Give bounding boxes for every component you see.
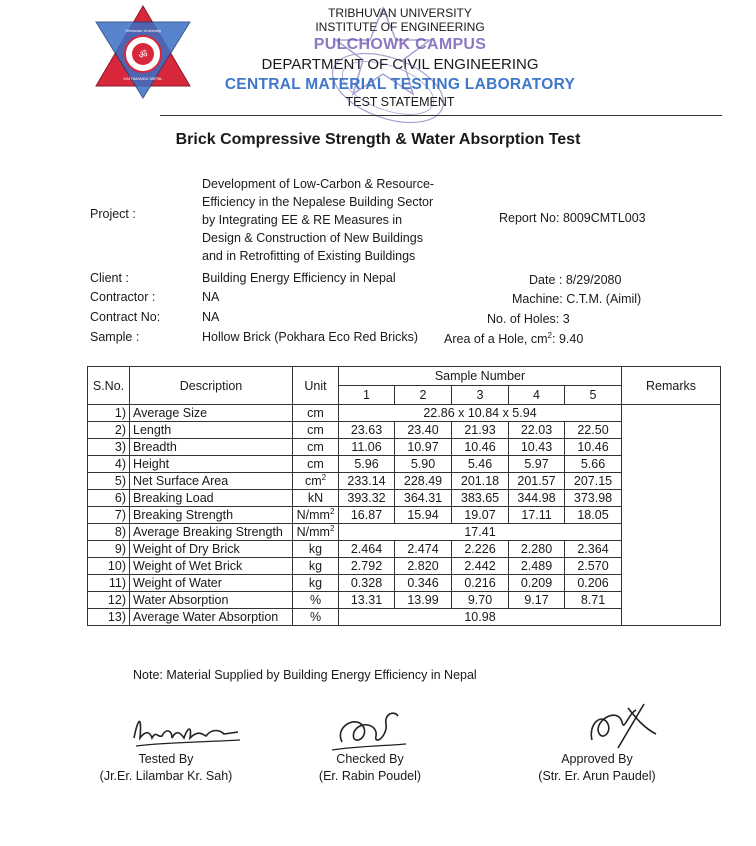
row-unit: [293, 558, 339, 575]
row-sno: 13): [88, 609, 130, 626]
row-sample-value: 5.46: [452, 456, 509, 473]
machine-label: Machine:: [512, 292, 563, 306]
material-note: Note: Material Supplied by Building Energy Efficiency in Nepal: [133, 668, 477, 682]
svg-text:ॐ: ॐ: [138, 50, 148, 61]
checked-by-name: (Er. Rabin Poudel): [318, 769, 422, 783]
row-sample-value: 10.46: [565, 439, 622, 456]
row-sno: 7): [88, 507, 130, 524]
unit-text: N/mm: [296, 508, 330, 523]
unit-text: cm: [307, 440, 324, 454]
contract-no-label: Contract No:: [90, 310, 161, 324]
row-sample-value: 10.97: [395, 439, 452, 456]
row-unit: [293, 609, 339, 626]
row-sno: 6): [88, 490, 130, 507]
header-remarks: Remarks: [622, 367, 721, 405]
project-label: Project :: [90, 207, 136, 221]
row-sample-value: 2.792: [339, 558, 395, 575]
row-remarks: [622, 405, 721, 626]
row-description: Height: [130, 456, 293, 473]
project-line: Design & Construction of New Buildings: [202, 231, 423, 245]
unit-text: kg: [308, 542, 323, 556]
row-sample-value: 0.346: [395, 575, 452, 592]
row-sno: 9): [88, 541, 130, 558]
row-sample-value: 0.206: [565, 575, 622, 592]
project-line: and in Retrofitting of Existing Buildings: [202, 249, 416, 263]
row-sample-value: 10.46: [452, 439, 509, 456]
row-description: Average Size: [130, 405, 293, 422]
header-rule: [160, 115, 722, 116]
row-unit: [293, 541, 339, 558]
sample-value: Hollow Brick (Pokhara Eco Red Bricks): [202, 330, 419, 344]
row-sample-value: 2.489: [509, 558, 565, 575]
header-sample-5: 5: [565, 386, 622, 405]
row-sample-value: 17.11: [509, 507, 565, 524]
row-description: Net Surface Area: [130, 473, 293, 490]
header-sample-1: 1: [339, 386, 395, 405]
row-sample-value: 15.94: [395, 507, 452, 524]
row-sample-value: 2.280: [509, 541, 565, 558]
approved-by-name: (Str. Er. Arun Paudel): [538, 769, 656, 783]
row-sno: 5): [88, 473, 130, 490]
row-unit: [293, 439, 339, 456]
institute-name: INSTITUTE OF ENGINEERING: [315, 20, 485, 34]
contractor-label: Contractor :: [90, 290, 156, 304]
row-sample-value: 5.66: [565, 456, 622, 473]
report-number-value: 8009CMTL003: [562, 211, 646, 225]
university-name: TRIBHUVAN UNIVERSITY: [328, 6, 472, 20]
results-table-body: [88, 405, 721, 626]
unit-text: %: [309, 593, 322, 607]
project-line: by Integrating EE & RE Measures in: [202, 213, 403, 227]
row-unit: [293, 473, 339, 490]
unit-superscript: 2: [321, 473, 327, 483]
hole-area-label: Area of a Hole, cm: [444, 332, 548, 347]
row-description: Weight of Dry Brick: [130, 541, 293, 558]
row-sample-value: 364.31: [395, 490, 452, 507]
row-sample-value: 10.43: [509, 439, 565, 456]
row-description: Weight of Water: [130, 575, 293, 592]
row-sno: 3): [88, 439, 130, 456]
unit-text: cm: [307, 406, 324, 420]
tested-by-role: Tested By: [138, 752, 194, 766]
row-sample-value: 2.226: [452, 541, 509, 558]
results-table: [87, 366, 721, 626]
row-description: Breadth: [130, 439, 293, 456]
row-sample-value: 19.07: [452, 507, 509, 524]
header-sample-number: Sample Number: [339, 367, 622, 386]
row-sample-value: 2.570: [565, 558, 622, 575]
row-sno: 1): [88, 405, 130, 422]
row-sample-value: 18.05: [565, 507, 622, 524]
row-sample-value: 22.50: [565, 422, 622, 439]
date-value: 8/29/2080: [565, 273, 622, 287]
header-sample-3: 3: [452, 386, 509, 405]
unit-text: %: [309, 610, 322, 624]
contract-no-value: NA: [202, 310, 220, 324]
row-unit: [293, 405, 339, 422]
tested-by-name: (Jr.Er. Lilambar Kr. Sah): [99, 769, 233, 783]
row-sample-value: 2.820: [395, 558, 452, 575]
table-row: [88, 405, 721, 422]
row-unit: [293, 456, 339, 473]
lab-stamp-icon: [308, 0, 458, 140]
report-title: Brick Compressive Strength & Water Absorption Test: [175, 131, 581, 148]
row-description: Breaking Strength: [130, 507, 293, 524]
unit-superscript: 2: [329, 507, 335, 517]
row-merged-value: 22.86 x 10.84 x 5.94: [339, 405, 622, 422]
report-number: [499, 211, 646, 225]
row-sample-value: 23.40: [395, 422, 452, 439]
date-label: Date :: [529, 273, 563, 287]
row-sample-value: 233.14: [339, 473, 395, 490]
unit-text: N/mm: [296, 525, 330, 540]
header-sno: S.No.: [88, 367, 130, 405]
checked-signature-icon: [328, 706, 408, 756]
row-description: Average Water Absorption: [130, 609, 293, 626]
row-unit: [293, 507, 339, 524]
document-type: TEST STATEMENT: [345, 95, 455, 109]
header-description: Description: [130, 367, 293, 405]
row-unit: [293, 524, 339, 541]
row-sample-value: 13.99: [395, 592, 452, 609]
row-sample-value: 344.98: [509, 490, 565, 507]
row-description: Average Breaking Strength: [130, 524, 293, 541]
unit-text: cm: [307, 457, 324, 471]
row-sample-value: 21.93: [452, 422, 509, 439]
approved-by-role: Approved By: [561, 752, 633, 766]
holes-field: [487, 312, 570, 326]
checked-by-role: Checked By: [336, 752, 404, 766]
unit-text: kg: [308, 576, 323, 590]
row-sample-value: 383.65: [452, 490, 509, 507]
row-sno: 2): [88, 422, 130, 439]
project-line: Development of Low-Carbon & Resource-: [202, 177, 435, 191]
machine-field: [512, 292, 641, 306]
row-sample-value: 2.474: [395, 541, 452, 558]
unit-text: cm: [304, 474, 322, 489]
tested-signature-icon: [128, 708, 248, 752]
row-sample-value: 23.63: [339, 422, 395, 439]
row-sno: 10): [88, 558, 130, 575]
sample-label: Sample :: [90, 330, 140, 344]
row-sample-value: 0.209: [509, 575, 565, 592]
row-sample-value: 201.57: [509, 473, 565, 490]
row-description: Water Absorption: [130, 592, 293, 609]
unit-superscript: 2: [329, 524, 335, 534]
row-sample-value: 9.70: [452, 592, 509, 609]
holes-value: 3: [562, 312, 570, 326]
machine-value: C.T.M. (Aimil): [566, 292, 642, 306]
svg-text:Tribhuvan University: Tribhuvan University: [124, 28, 162, 33]
hole-area-sup: 2: [547, 331, 552, 340]
header-sample-4: 4: [509, 386, 565, 405]
row-sample-value: 9.17: [509, 592, 565, 609]
row-description: Weight of Wet Brick: [130, 558, 293, 575]
row-unit: [293, 575, 339, 592]
contractor-value: NA: [202, 290, 220, 304]
row-merged-value: 10.98: [339, 609, 622, 626]
header-sample-2: 2: [395, 386, 452, 405]
row-description: Breaking Load: [130, 490, 293, 507]
hole-area-value: 9.40: [558, 332, 584, 347]
row-sample-value: 5.96: [339, 456, 395, 473]
row-sample-value: 22.03: [509, 422, 565, 439]
row-sample-value: 5.97: [509, 456, 565, 473]
row-sample-value: 11.06: [339, 439, 395, 456]
holes-label: No. of Holes:: [487, 312, 560, 326]
hole-area-colon: :: [551, 332, 556, 347]
unit-text: cm: [307, 423, 324, 437]
row-sample-value: 8.71: [565, 592, 622, 609]
row-sample-value: 5.90: [395, 456, 452, 473]
department-name: DEPARTMENT OF CIVIL ENGINEERING: [261, 56, 539, 73]
row-sample-value: 0.216: [452, 575, 509, 592]
unit-text: kg: [308, 559, 323, 573]
unit-text: kN: [307, 491, 324, 505]
row-sample-value: 373.98: [565, 490, 622, 507]
row-sample-value: 2.464: [339, 541, 395, 558]
laboratory-name: CENTRAL MATERIAL TESTING LABORATORY: [224, 76, 576, 93]
row-sample-value: 201.18: [452, 473, 509, 490]
svg-text:KATHMANDU NEPAL: KATHMANDU NEPAL: [123, 76, 163, 81]
row-sno: 12): [88, 592, 130, 609]
row-sample-value: 2.364: [565, 541, 622, 558]
report-number-label: Report No:: [499, 211, 560, 225]
row-sample-value: 228.49: [395, 473, 452, 490]
row-sample-value: 16.87: [339, 507, 395, 524]
header-unit: Unit: [293, 367, 339, 405]
date-field: [529, 273, 621, 287]
row-sample-value: 2.442: [452, 558, 509, 575]
campus-name: PULCHOWK CAMPUS: [313, 36, 487, 53]
client-value: Building Energy Efficiency in Nepal: [202, 271, 396, 285]
row-sample-value: 393.32: [339, 490, 395, 507]
row-sno: 11): [88, 575, 130, 592]
row-sample-value: 0.328: [339, 575, 395, 592]
hole-area-field: [444, 331, 583, 346]
row-sample-value: 207.15: [565, 473, 622, 490]
approved-signature-icon: [578, 698, 668, 754]
row-description: Length: [130, 422, 293, 439]
client-label: Client :: [90, 271, 129, 285]
row-merged-value: 17.41: [339, 524, 622, 541]
row-unit: [293, 592, 339, 609]
row-sample-value: 13.31: [339, 592, 395, 609]
row-unit: [293, 422, 339, 439]
project-description: [202, 175, 462, 265]
row-sno: 4): [88, 456, 130, 473]
row-unit: [293, 490, 339, 507]
project-line: Efficiency in the Nepalese Building Sector: [202, 195, 434, 209]
row-sno: 8): [88, 524, 130, 541]
